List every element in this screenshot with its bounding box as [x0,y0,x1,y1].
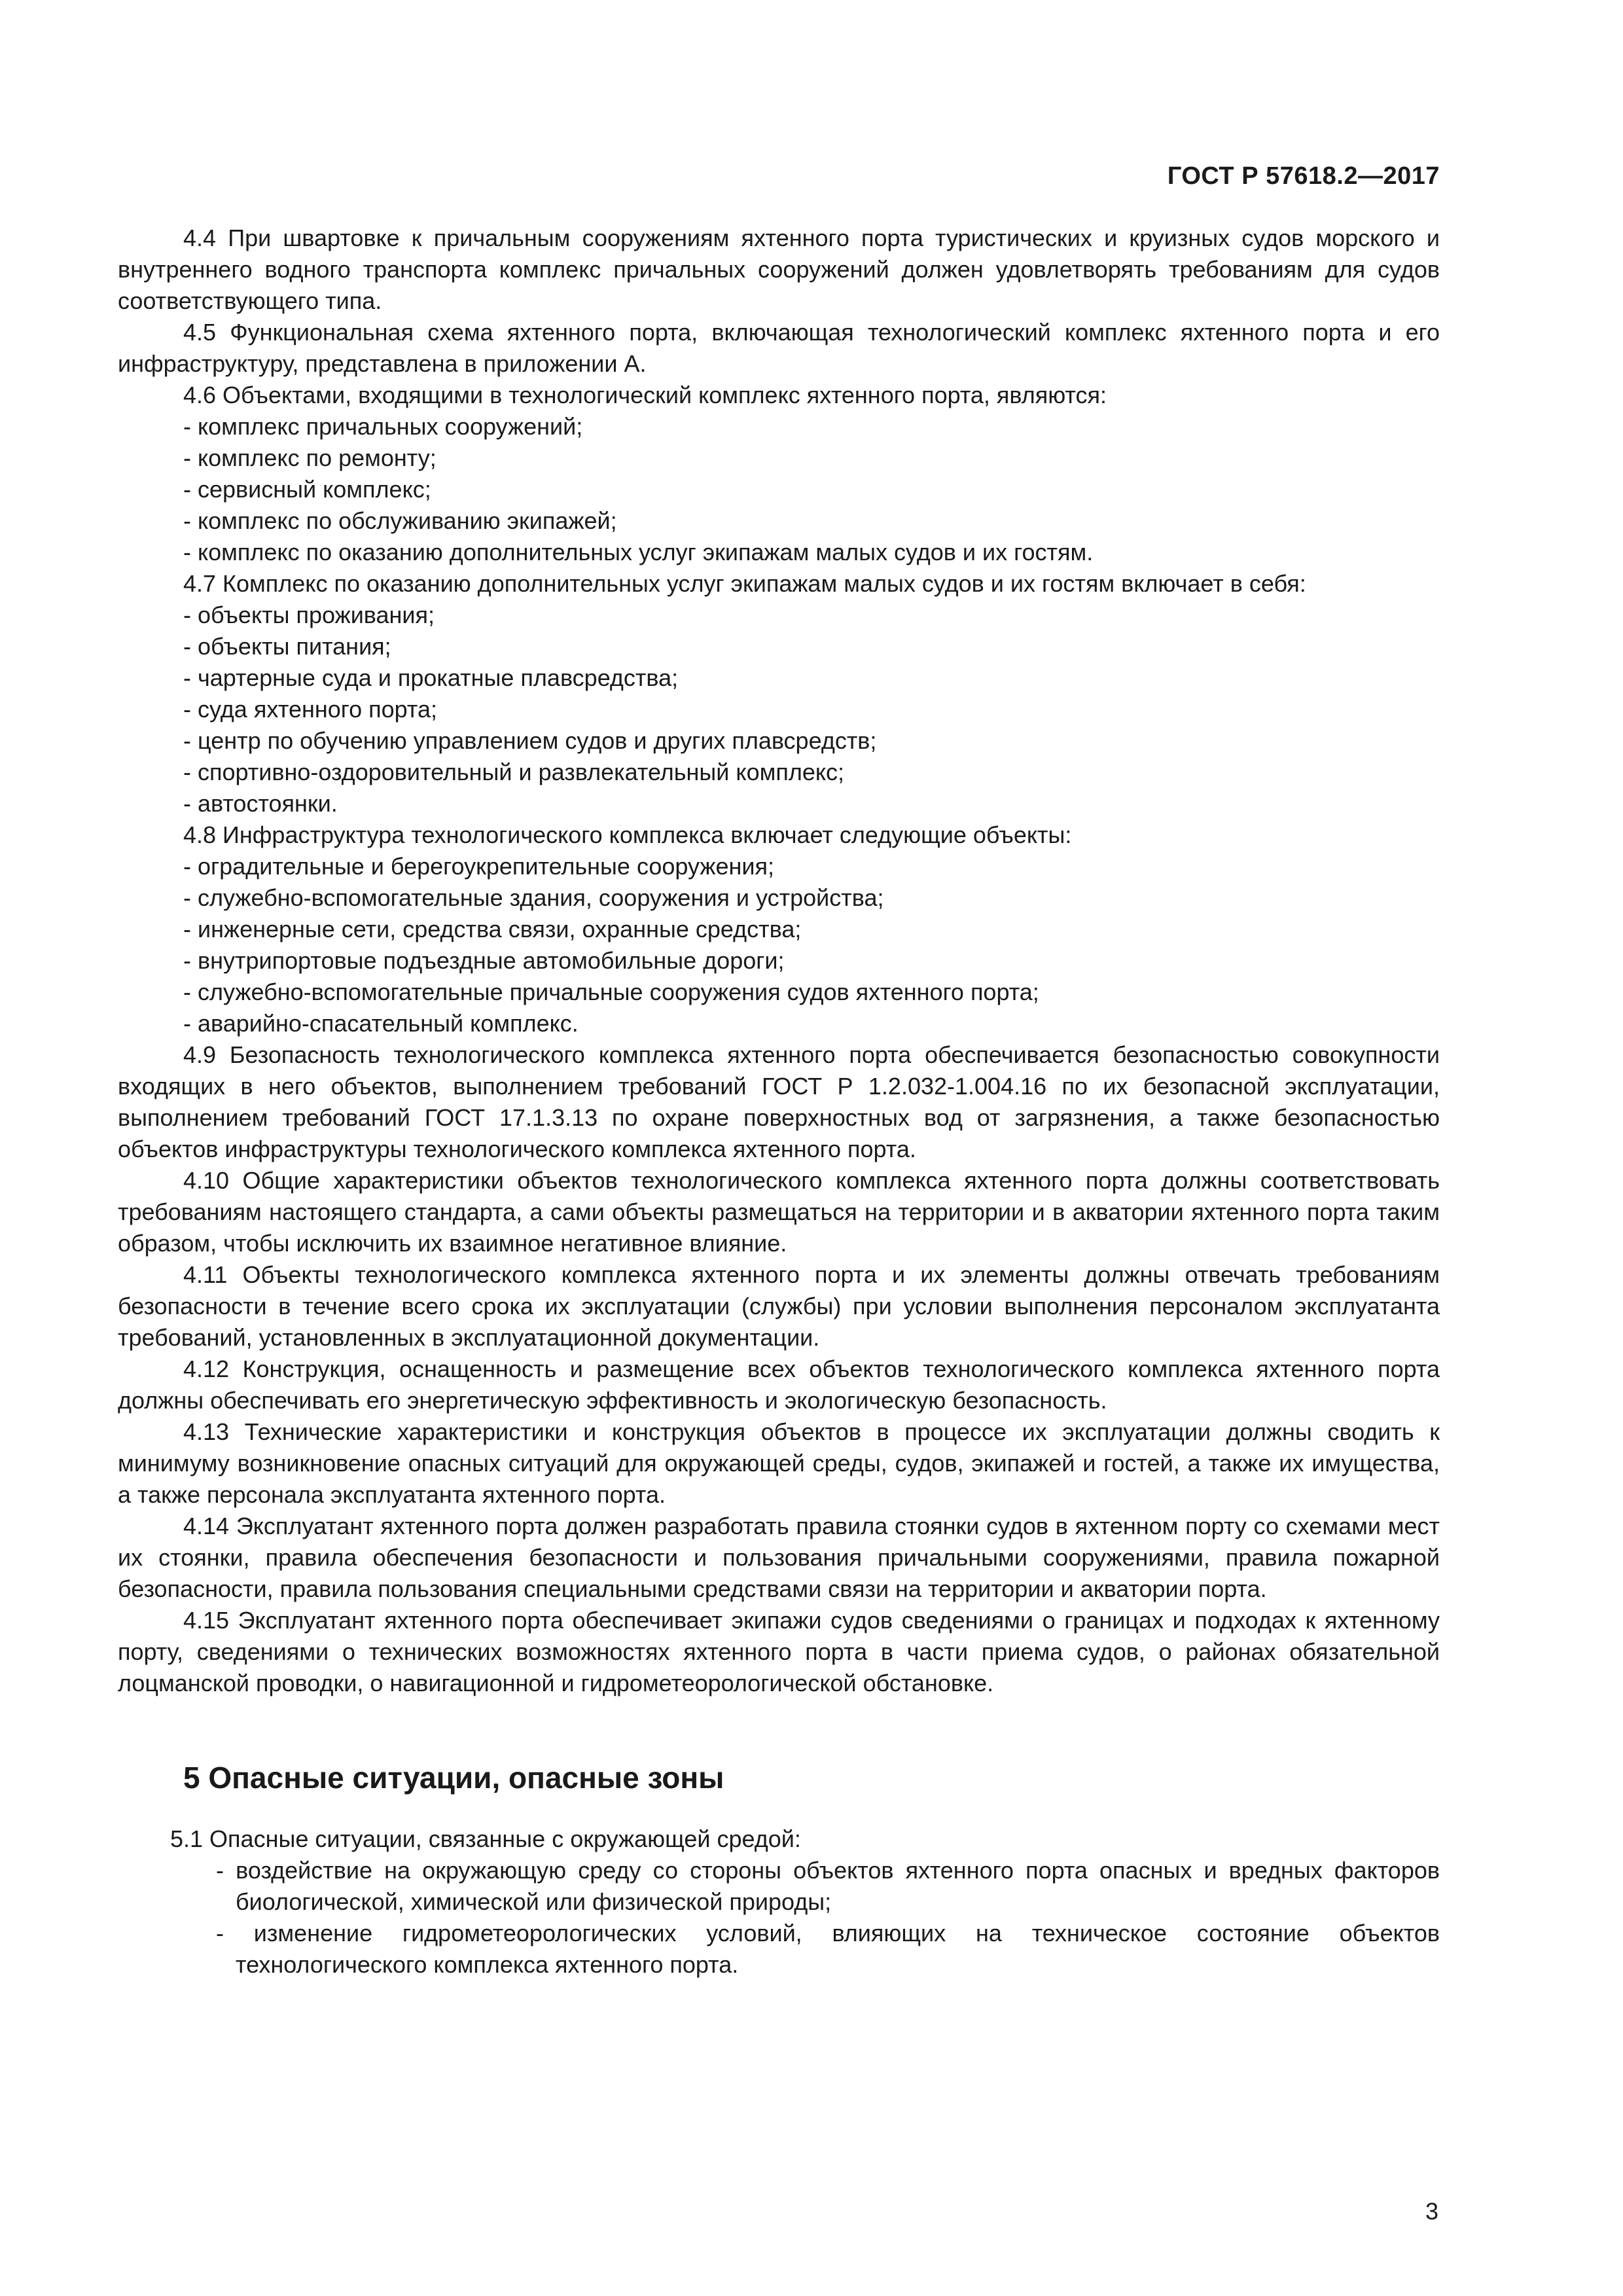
list-item: - комплекс причальных сооружений; [183,413,583,440]
list-item: - внутрипортовые подъездные автомобильные дороги; [183,947,785,974]
clause-4-7-list [118,600,1440,819]
clause-4-8: 4.8 Инфраструктура технологического комплекса включает следующие объекты: [183,821,1072,848]
list-item: - оградительные и берегоукрепительные сооружения; [183,853,775,880]
list-item: - сервисный комплекс; [183,476,431,503]
clause-4-15: 4.15 Эксплуатант яхтенного порта обеспечивает экипажи судов сведениями о границах и подходах к яхтенному порту, сведениями о технических возможностях яхтенного порта в части приема судов, о районах обязательной лоцманской проводки, о навигационной и гидрометеорологической обстановке. [118,1607,1440,1696]
clause-4-6-list [118,411,1440,568]
clause-4-14: 4.14 Эксплуатант яхтенного порта должен разработать правила стоянки судов в яхтенном порту со схемами мест их стоянки, правила обеспечения безопасности и пользования причальными сооружениями, правила пожарной безопасности, правила пользования специальными средствами связи на территории и акватории порта. [118,1513,1440,1602]
list-item: - изменение гидрометеорологических условий, влияющих на техническое состояние объектов технологического комплекса яхтенного порта. [216,1920,1440,1978]
list-item: - служебно-вспомогательные здания, сооружения и устройства; [183,884,884,911]
clause-4-13: 4.13 Технические характеристики и конструкция объектов в процессе их эксплуатации должны сводить к минимуму возникновение опасных ситуаций для окружающей среды, судов, экипажей и гостей, а также их имущества, а также персонала эксплуатанта яхтенного порта. [118,1418,1440,1508]
clause-5-1: 5.1 Опасные ситуации, связанные с окружающей средой: [170,1825,801,1852]
list-item: - комплекс по обслуживанию экипажей; [183,507,617,534]
clause-4-8-list [118,851,1440,1039]
page-body [118,223,1440,1981]
list-item: - служебно-вспомогательные причальные сооружения судов яхтенного порта; [183,978,1039,1005]
clause-4-11: 4.11 Объекты технологического комплекса яхтенного порта и их элементы должны отвечать требованиям безопасности в течение всего срока их эксплуатации (службы) при условии выполнения персоналом эксплуатанта требований, установленных в эксплуатационной документации. [118,1261,1440,1351]
clause-4-12: 4.12 Конструкция, оснащенность и размещение всех объектов технологического комплекса яхтенного порта должны обеспечивать его энергетическую эффективность и экологическую безопасность. [118,1355,1440,1414]
list-item: - аварийно-спасательный комплекс. [183,1010,579,1037]
page-number: 3 [1425,2198,1438,2225]
list-item: - чартерные суда и прокатные плавсредства; [183,664,679,691]
list-item: - воздействие на окружающую среду со стороны объектов яхтенного порта опасных и вредных факторов биологической, химической или физической природы; [216,1857,1440,1915]
clause-5-1-list [118,1855,1440,1981]
document-id-header: ГОСТ Р 57618.2—2017 [1167,162,1440,190]
section-5-title: 5 Опасные ситуации, опасные зоны [183,1761,724,1795]
list-item: - суда яхтенного порта; [183,696,438,723]
clause-4-5: 4.5 Функциональная схема яхтенного порта, включающая технологический комплекс яхтенного порта и его инфраструктуру, представлена в приложении А. [118,319,1440,377]
list-item: - спортивно-оздоровительный и развлекательный комплекс; [183,759,845,785]
list-item: - автостоянки. [183,790,338,817]
list-item: - комплекс по ремонту; [183,444,437,471]
list-item: - инженерные сети, средства связи, охранные средства; [183,916,802,942]
list-item: - объекты проживания; [183,601,435,628]
list-item: - центр по обучению управлением судов и других плавсредств; [183,727,877,754]
clause-4-10: 4.10 Общие характеристики объектов технологического комплекса яхтенного порта должны соответствовать требованиям настоящего стандарта, а сами объекты размещаться на территории и в акватории яхтенного порта таким образом, чтобы исключить их взаимное негативное влияние. [118,1167,1440,1257]
clause-4-6: 4.6 Объектами, входящими в технологический комплекс яхтенного порта, являются: [183,382,1107,408]
clause-4-9: 4.9 Безопасность технологического комплекса яхтенного порта обеспечивается безопасностью совокупности входящих в него объектов, выполнением требований ГОСТ Р 1.2.032-1.004.16 по их безопасной эксплуатации, выполнением требований ГОСТ 17.1.3.13 по охране поверхностных вод от загрязнения, а также безопасностью объектов инфраструктуры технологического комплекса яхтенного порта. [118,1041,1440,1162]
list-item: - комплекс по оказанию дополнительных услуг экипажам малых судов и их гостям. [183,539,1094,565]
list-item: - объекты питания; [183,633,391,660]
clause-4-7: 4.7 Комплекс по оказанию дополнительных услуг экипажам малых судов и их гостям включает в себя: [183,570,1306,597]
clause-4-4: 4.4 При швартовке к причальным сооружениям яхтенного порта туристических и круизных судов морского и внутреннего водного транспорта комплекс причальных сооружений должен удовлетворять требованиям для судов соответствующего типа. [118,224,1440,314]
